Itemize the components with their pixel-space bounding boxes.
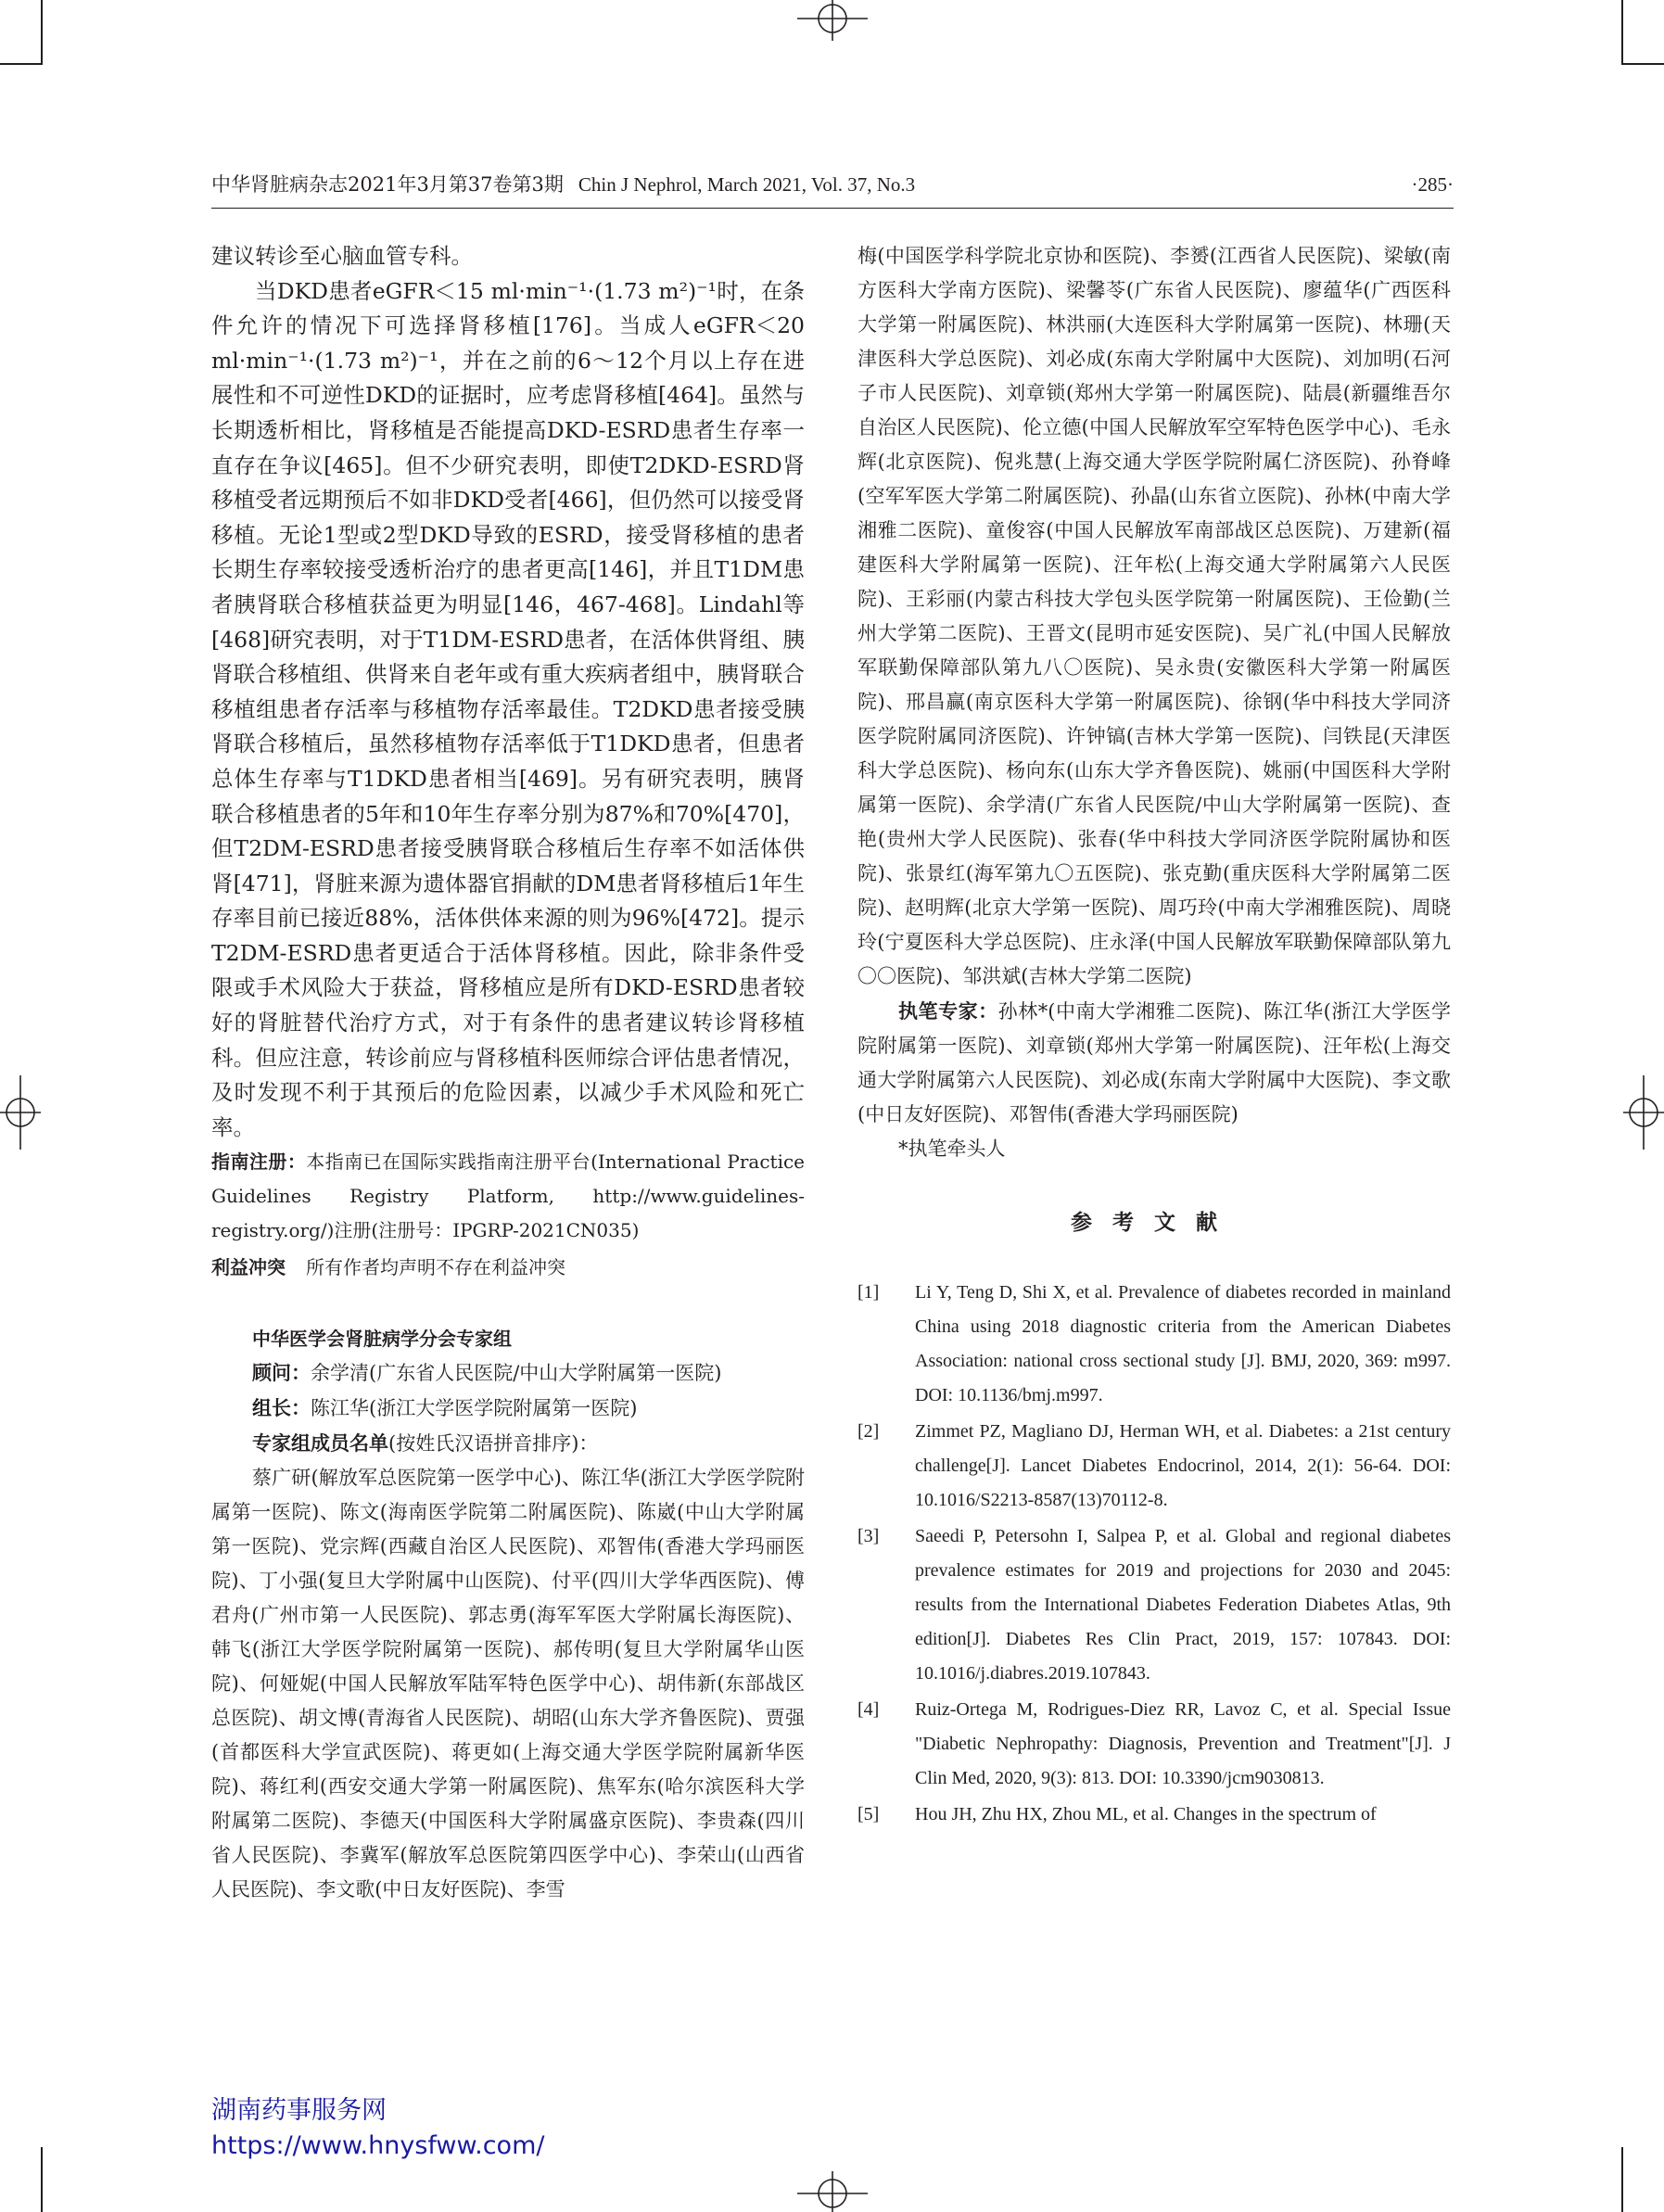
- crop-mark: [1621, 0, 1623, 65]
- reference-item: [857, 1276, 1451, 1413]
- right-column: [857, 239, 1451, 1834]
- reference-item: [857, 1519, 1451, 1691]
- reference-number: [2]: [857, 1420, 880, 1442]
- registration-text: 本指南已在国际实践指南注册平台(International Practice Guidelines Registry Platform, http://www.guidelines-registry.org/)注册(注册号：IPGRP-2021CN035): [211, 1150, 806, 1242]
- reference-number: [5]: [857, 1803, 880, 1824]
- page-number: ·285·: [1411, 173, 1454, 196]
- body-paragraph: 当DKD患者eGFR＜15 ml·min⁻¹·(1.73 m²)⁻¹时，在条件允许的情况下可选择肾移植[176]。当成人eGFR＜20 ml·min⁻¹·(1.73 m²)⁻¹，并在之前的6～12个月以上存在进展性和不可逆性DKD的证据时，应考虑肾移植[464]。虽然与长期透析相比，肾移植是否能提高DKD-ESRD患者生存率一直存在争议[465]。但不少研究表明，即使T2DKD-ESRD肾移植受者远期预后不如非DKD受者[466]，但仍然可以接受肾移植。无论1型或2型DKD导致的ESRD，接受肾移植的患者长期生存率较接受透析治疗的患者更高[146]，并且T1DM患者胰肾联合移植获益更为明显[146，467-468]。Lindahl等[468]研究表明，对于T1DM-ESRD患者，在活体供肾组、胰肾联合移植组、供肾来自老年或有重大疾病者组中，胰肾联合移植组患者存活率与移植物存活率最佳。T2DKD患者接受胰肾联合移植后，虽然移植物存活率低于T1DKD患者，但患者总体生存率与T1DKD患者相当[469]。另有研究表明，胰肾联合移植患者的5年和10年生存率分别为87%和70%[470]，但T2DM-ESRD患者接受胰肾联合移植后生存率不如活体供肾[471]，肾脏来源为遗体器官捐献的DM患者肾移植后1年生存率目前已接近88%，活体供体来源的则为96%[472]。提示T2DM-ESRD患者更适合于活体肾移植。因此，除非条件受限或手术风险大于获益，肾移植应是所有DKD-ESRD患者较好的肾脏替代治疗方式，对于有条件的患者建议转诊肾移植科。但应注意，转诊前应与肾移植科医师综合评估患者情况，及时发现不利于其预后的危险因素，以减少手术风险和死亡率。: [211, 277, 805, 1140]
- journal-title: [211, 169, 915, 200]
- reference-text: Li Y, Teng D, Shi X, et al. Prevalence of diabetes recorded in mainland China using 2018 diagnostic criteria from the American Diabetes Association: national cross sectional study [J]. BMJ, 2020, 369: m997. DOI: 10.1136/bmj.m997.: [915, 1281, 1451, 1405]
- leader-label: 组长：: [252, 1396, 311, 1420]
- leader-text: 陈江华(浙江大学医学院附属第一医院): [311, 1397, 638, 1420]
- reference-number: [4]: [857, 1698, 880, 1720]
- registration-mark-right: [1623, 1075, 1664, 1150]
- writers-text: 孙林*(中南大学湘雅二医院)、陈江华(浙江大学医学院附属第一医院)、刘章锁(郑州大学第一附属医院)、汪年松(上海交通大学附属第六人民医院)、刘必成(东南大学附属中大医院)、李文歌(中日友好医院)、邓智伟(香港大学玛丽医院): [857, 1000, 1452, 1125]
- advisor-line: [252, 1355, 805, 1391]
- references-heading: 参考文献: [1071, 1210, 1238, 1235]
- lead-author-note: *执笔牵头人: [898, 1138, 1006, 1160]
- crop-mark: [41, 0, 43, 65]
- reference-item: [857, 1798, 1451, 1832]
- left-column: [211, 239, 805, 1907]
- members-list: 蔡广研(解放军总医院第一医学中心)、陈江华(浙江大学医学院附属第一医院)、陈文(海南医学院第二附属医院)、陈崴(中山大学附属第一医院)、党宗辉(西藏自治区人民医院)、邓智伟(香港大学玛丽医院)、丁小强(复旦大学附属中山医院)、付平(四川大学华西医院)、傅君舟(广州市第一人民医院)、郭志勇(海军军医大学附属长海医院)、韩飞(浙江大学医学院附属第一医院)、郝传明(复旦大学附属华山医院)、何娅妮(中国人民解放军陆军特色医学中心)、胡伟新(东部战区总医院)、胡文博(青海省人民医院)、胡昭(山东大学齐鲁医院)、贾强(首都医科大学宣武医院)、蒋更如(上海交通大学医学院附属新华医院)、蒋红利(西安交通大学第一附属医院)、焦军东(哈尔滨医科大学附属第二医院)、李德天(中国医科大学附属盛京医院)、李贵森(四川省人民医院)、李冀军(解放军总医院第四医学中心)、李荣山(山西省人民医院)、李文歌(中日友好医院)、李雪: [211, 1467, 805, 1901]
- crop-mark: [1621, 63, 1664, 65]
- footer-watermark: [211, 2093, 544, 2164]
- journal-title-en: Chin J Nephrol, March 2021, Vol. 37, No.3: [578, 173, 916, 196]
- crop-mark: [41, 2147, 43, 2212]
- reference-item: [857, 1415, 1451, 1518]
- reference-item: [857, 1693, 1451, 1796]
- registration-mark-left: [0, 1075, 41, 1150]
- reference-text: Hou JH, Zhu HX, Zhou ML, et al. Changes in the spectrum of: [915, 1803, 1377, 1824]
- writers-line: [857, 994, 1451, 1132]
- expert-group-title: 中华医学会肾脏病学分会专家组: [252, 1328, 512, 1351]
- registration-mark-top: [797, 0, 868, 41]
- members-heading: [252, 1426, 805, 1461]
- conflict-label: 利益冲突: [211, 1256, 286, 1279]
- reference-list: [857, 1276, 1451, 1832]
- reference-number: [3]: [857, 1525, 880, 1546]
- header-rule: [211, 208, 1454, 209]
- leader-line: [252, 1391, 805, 1426]
- registration-mark-bottom: [797, 2171, 868, 2212]
- reference-text: Saeedi P, Petersohn I, Salpea P, et al. Global and regional diabetes prevalence estimates for 2019 and projections for 2030 and 2045: results from the International Diabetes Federation Diabetes Atlas, 9th edition[J]. Diabetes Res Clin Pract, 2019, 157: 107843. DOI: 10.1016/j.diabres.2019.107843.: [915, 1525, 1451, 1684]
- reference-number: [1]: [857, 1281, 880, 1303]
- running-header: [211, 169, 1454, 200]
- writers-label: 执笔专家：: [898, 999, 998, 1023]
- advisor-text: 余学清(广东省人民医院/中山大学附属第一医院): [311, 1362, 722, 1385]
- body-paragraph: 建议转诊至心脑血管专科。: [211, 243, 473, 269]
- reference-text: Zimmet PZ, Magliano DJ, Herman WH, et al. Diabetes: a 21st century challenge[J]. Lancet Diabetes Endocrinol, 2014, 2(1): 56-64. DOI: 10.1016/S2213-8587(13)70112-8.: [915, 1420, 1451, 1510]
- guideline-registration: [211, 1145, 805, 1248]
- members-note: (按姓氏汉语拼音排序)：: [388, 1432, 599, 1456]
- footer-url[interactable]: https://www.hnysfww.com/: [211, 2131, 545, 2160]
- reference-text: Ruiz-Ortega M, Rodrigues-Diez RR, Lavoz C, et al. Special Issue "Diabetic Nephropathy: Diagnosis, Prevention and Treatment"[J]. J Clin Med, 2020, 9(3): 813. DOI: 10.3390/jcm9030813.: [915, 1698, 1451, 1788]
- registration-label: 指南注册：: [211, 1150, 307, 1174]
- crop-mark: [0, 63, 43, 65]
- advisor-label: 顾问：: [252, 1361, 311, 1385]
- journal-title-cn: 中华肾脏病杂志2021年3月第37卷第3期: [211, 173, 564, 196]
- footer-brand-name: 湖南药事服务网: [211, 2096, 387, 2125]
- members-list-continued: 梅(中国医学科学院北京协和医院)、李赟(江西省人民医院)、梁敏(南方医科大学南方医院)、梁馨苓(广东省人民医院)、廖蕴华(广西医科大学第一附属医院)、林洪丽(大连医科大学附属第一医院)、林珊(天津医科大学总医院)、刘必成(东南大学附属中大医院)、刘加明(石河子市人民医院)、刘章锁(郑州大学第一附属医院)、陆晨(新疆维吾尔自治区人民医院)、伦立德(中国人民解放军空军特色医学中心)、毛永辉(北京医院)、倪兆慧(上海交通大学医学院附属仁济医院)、孙脊峰(空军军医大学第二附属医院)、孙晶(山东省立医院)、孙林(中南大学湘雅二医院)、童俊容(中国人民解放军南部战区总医院)、万建新(福建医科大学附属第一医院)、汪年松(上海交通大学附属第六人民医院)、王彩丽(内蒙古科技大学包头医学院第一附属医院)、王俭勤(兰州大学第二医院)、王晋文(昆明市延安医院)、吴广礼(中国人民解放军联勤保障部队第九八〇医院)、吴永贵(安徽医科大学第一附属医院)、邢昌赢(南京医科大学第一附属医院)、徐钢(华中科技大学同济医学院附属同济医院)、许钟镐(吉林大学第一医院)、闫铁昆(天津医科大学总医院)、杨向东(山东大学齐鲁医院)、姚丽(中国医科大学附属第一医院)、余学清(广东省人民医院/中山大学附属第一医院)、查艳(贵州大学人民医院)、张春(华中科技大学同济医学院附属协和医院)、张景红(海军第九〇五医院)、张克勤(重庆医科大学附属第二医院)、赵明辉(北京大学第一医院)、周巧玲(中南大学湘雅医院)、周晓玲(宁夏医科大学总医院)、庄永泽(中国人民解放军联勤保障部队第九〇〇医院)、邹洪斌(吉林大学第二医院): [857, 245, 1451, 987]
- conflict-text: 所有作者均声明不存在利益冲突: [306, 1256, 565, 1279]
- members-label: 专家组成员名单: [252, 1431, 388, 1456]
- conflict-of-interest: [211, 1250, 805, 1285]
- crop-mark: [1621, 2147, 1623, 2212]
